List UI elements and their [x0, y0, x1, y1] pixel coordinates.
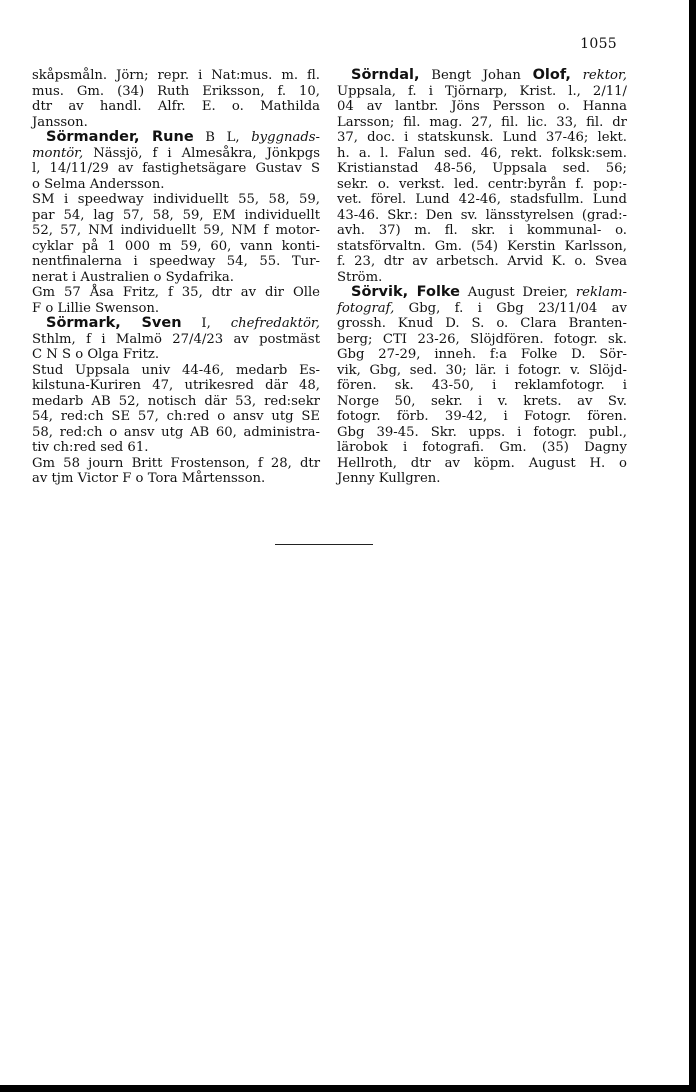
entry-initials: I, [181, 316, 231, 331]
text-line: nerat i Australien o Sydafrika. [32, 269, 234, 285]
text-line: fören. sk. 43-50, i reklamfotogr. i [337, 378, 627, 393]
text-line: 37, doc. i statskunsk. Lund 37-46; lekt. [337, 130, 627, 145]
text-line: dtr av handl. Alfr. E. o. Mathilda [32, 99, 320, 114]
text-line: 04 av lantbr. Jöns Persson o. Hanna [337, 99, 627, 114]
text-line [32, 146, 320, 162]
text-line: o Selma Andersson. [32, 176, 165, 192]
page-number: 1055 [580, 36, 617, 52]
entry-occupation: montör, [32, 145, 84, 161]
text-line: Gm 57 Åsa Fritz, f 35, dtr av dir Olle [32, 285, 320, 300]
entry-given-names: August Dreier, [460, 285, 576, 300]
entry-heading [337, 285, 627, 301]
text-line: Gm 58 journ Britt Frostenson, f 28, dtr [32, 455, 320, 471]
entry-name: Sörmander, Rune [46, 129, 194, 145]
text-line: berg; CTI 23-26, Slöjdfören. fotogr. sk. [337, 331, 627, 347]
text-line: par 54, lag 57, 58, 59, EM individuellt [32, 207, 320, 223]
text-line: 58, red:ch o ansv utg AB 60, administra- [32, 424, 320, 440]
text-line: f. 23, dtr av arbetsch. Arvid K. o. Svea [337, 254, 627, 269]
text-line: lärobok i fotografi. Gm. (35) Dagny [337, 440, 627, 455]
text-line: nentfinalerna i speedway 54, 55. Tur- [32, 254, 320, 269]
text-line: cyklar på 1 000 m 59, 60, vann konti- [32, 238, 320, 254]
text-line: av tjm Victor F o Tora Mårtensson. [32, 471, 266, 486]
entry-occupation: byggnads- [251, 130, 320, 145]
text-line: Larsson; fil. mag. 27, fil. lic. 33, fil. dr [337, 114, 627, 130]
entry-occupation: reklam- [575, 285, 627, 300]
text-line: kilstuna-Kuriren 47, utrikesred där 48, [32, 378, 320, 393]
text-line: C N S o Olga Fritz. [32, 347, 160, 362]
text-line: vik, Gbg, sed. 30; lär. i fotogr. v. Slöjd- [337, 362, 627, 378]
text-line: Sthlm, f i Malmö 27/4/23 av postmäst [32, 331, 320, 347]
text-line: 52, 57, NM individuellt 59, NM f motor- [32, 223, 320, 238]
text-line: fotogr. förb. 39-42, i Fotogr. fören. [337, 409, 627, 424]
text-line: 43-46. Skr.: Den sv. länsstyrelsen (grad:- [337, 207, 627, 223]
entry-given-names: Bengt Johan [419, 68, 533, 83]
section-divider [275, 544, 373, 545]
text-line: mus. Gm. (34) Ruth Eriksson, f. 10, [32, 83, 320, 99]
entry-occupation: fotograf, [337, 300, 395, 316]
entry-heading [337, 68, 627, 84]
text-line: Ström. [337, 269, 383, 285]
entry-heading [32, 130, 320, 146]
entry-occupation: rektor, [582, 68, 627, 83]
entry-initials: B L, [193, 130, 252, 145]
text-line: vet. förel. Lund 42-46, stadsfullm. Lund [337, 192, 627, 207]
right-column [337, 68, 627, 487]
text-line: medarb AB 52, notisch där 53, red:sekr [32, 393, 320, 409]
text-line: Uppsala, f. i Tjörnarp, Krist. l., 2/11/ [337, 83, 627, 99]
entry-occupation: chefredaktör, [230, 316, 320, 331]
entry-text: Nässjö, f i Almesåkra, Jönkpgs [83, 145, 320, 161]
entry-sormark [32, 316, 320, 487]
text-line: Gbg 27-29, inneh. f:a Folke D. Sör- [337, 347, 627, 362]
text-line: h. a. l. Falun sed. 46, rekt. folksk:sem. [337, 145, 627, 161]
text-line: Stud Uppsala univ 44-46, medarb Es- [32, 362, 320, 378]
text-line: sekr. o. verkst. led. centr:byrån f. pop:- [337, 176, 627, 192]
entry-sorndal [337, 68, 627, 285]
entry-name: Sörmark, Sven [46, 315, 182, 331]
text-line: statsförvaltn. Gm. (54) Kerstin Karlsson, [337, 238, 627, 254]
text-line: Jansson. [32, 114, 88, 130]
text-line: SM i speedway individuellt 55, 58, 59, [32, 192, 320, 207]
entry-name-called: Olof, [532, 67, 571, 83]
entry-sormander [32, 130, 320, 316]
entry-sorvik [337, 285, 627, 487]
entry-text: Gbg, f. i Gbg 23/11/04 av [394, 300, 627, 316]
entry-heading [32, 316, 320, 332]
text-line: 54, red:ch SE 57, ch:red o ansv utg SE [32, 409, 320, 424]
entry-name: Sörndal, [351, 67, 420, 83]
text-line: Gbg 39-45. Skr. upps. i fotogr. publ., [337, 424, 627, 440]
entry-continuation [32, 68, 320, 130]
text-line: Norge 50, sekr. i v. krets. av Sv. [337, 393, 627, 409]
text-line: Jenny Kullgren. [337, 471, 441, 486]
left-column [32, 68, 320, 487]
text-line: skåpsmåln. Jörn; repr. i Nat:mus. m. fl. [32, 68, 320, 83]
text-line: avh. 37) m. fl. skr. i kommunal- o. [337, 223, 627, 238]
text-line: l, 14/11/29 av fastighetsägare Gustav S [32, 161, 320, 176]
text-line: grossh. Knud D. S. o. Clara Branten- [337, 316, 627, 331]
text-line: tiv ch:red sed 61. [32, 440, 149, 455]
text-line: Kristianstad 48-56, Uppsala sed. 56; [337, 161, 627, 176]
text-line: F o Lillie Swenson. [32, 300, 160, 316]
text-line: Hellroth, dtr av köpm. August H. o [337, 455, 627, 471]
text-line [337, 301, 627, 317]
entry-name: Sörvik, Folke [351, 284, 461, 300]
